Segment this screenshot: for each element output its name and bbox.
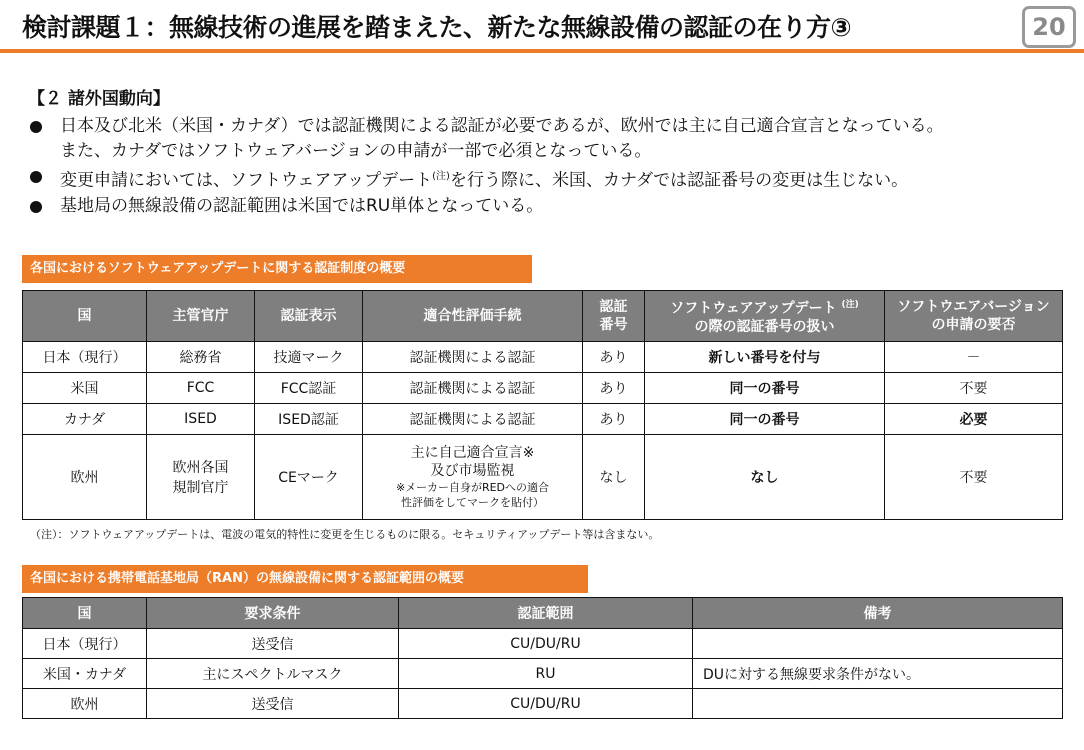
cell-eval: 認証機関による認証 [363, 373, 583, 404]
table-header-row [23, 598, 1063, 629]
bullet-text: 基地局の無線設備の認証範囲は米国ではRU単体となっている。 [60, 195, 544, 216]
header-country: 国 [23, 598, 147, 629]
bullet-text: 変更申請においては、ソフトウェアアップデート [60, 170, 433, 191]
cell-sw-update: 新しい番号を付与 [645, 342, 885, 373]
table-header-row [23, 291, 1063, 342]
cell-sw-update: 同一の番号 [645, 373, 885, 404]
cell-authority: 欧州各国 規制官庁 [147, 435, 255, 520]
cell-country: 欧州 [23, 689, 147, 719]
cell-cert-no: あり [583, 404, 645, 435]
title-underline [0, 49, 1084, 53]
bullet-list [30, 114, 1080, 219]
table-row [23, 404, 1063, 435]
table-row [23, 689, 1063, 719]
table2-caption: 各国における携帯電話基地局（RAN）の無線設備に関する認証範囲の概要 [22, 565, 588, 593]
table-row [23, 629, 1063, 659]
cell-eval: 主に自己適合宣言※ 及び市場監視 ※メーカー自身がREDへの適合 性評価をしてマークを貼付） [363, 435, 583, 520]
cell-country: カナダ [23, 404, 147, 435]
cell-scope: CU/DU/RU [399, 689, 693, 719]
cell-cert-no: あり [583, 342, 645, 373]
cell-country: 日本（現行） [23, 342, 147, 373]
table1-footnote: （注）：ソフトウェアアップデートは、電波の電気的特性に変更を生じるものに限る。セキュリティアップデート等は含まない。 [30, 528, 660, 541]
page-number-badge: 20 [1022, 6, 1076, 48]
header-sw-update: ソフトウェアアップデート $^{(注)}$ の際の認証番号の扱い [645, 291, 885, 342]
cell-authority: 総務省 [147, 342, 255, 373]
cell-sw-version: － [885, 342, 1063, 373]
header-remarks: 備考 [693, 598, 1063, 629]
bullet-item [30, 164, 1080, 194]
cell-cert-no: なし [583, 435, 645, 520]
cell-remarks [693, 629, 1063, 659]
cell-sw-version: 必要 [885, 404, 1063, 435]
bullet-text: 日本及び北米（米国・カナダ）では認証機関による認証が必要であるが、欧州では主に自己適合宣言となっている。 [60, 116, 944, 136]
software-update-certification-table [22, 290, 1063, 520]
cell-cert-no: あり [583, 373, 645, 404]
table-row [23, 373, 1063, 404]
table-row [23, 659, 1063, 689]
cell-authority: FCC [147, 373, 255, 404]
cell-remarks [693, 689, 1063, 719]
cell-eval: 認証機関による認証 [363, 404, 583, 435]
header-requirement: 要求条件 [147, 598, 399, 629]
header-eval: 適合性評価手続 [363, 291, 583, 342]
header-cert-no: 認証 番号 [583, 291, 645, 342]
ran-certification-scope-table [22, 597, 1063, 719]
cell-country: 米国・カナダ [23, 659, 147, 689]
bullet-text: また、カナダではソフトウェアバージョンの申請が一部で必須となっている。 [60, 141, 652, 161]
bullet-dot-icon [30, 201, 42, 213]
cell-eval: 認証機関による認証 [363, 342, 583, 373]
bullet-item [30, 194, 1080, 219]
bullet-text: を行う際に、米国、カナダでは認証番号の変更は生じない。 [449, 170, 909, 191]
header-country: 国 [23, 291, 147, 342]
cell-requirement: 送受信 [147, 629, 399, 659]
cell-sw-update: 同一の番号 [645, 404, 885, 435]
header-sw-version: ソフトウエアバージョン の申請の要否 [885, 291, 1063, 342]
cell-mark: FCC認証 [255, 373, 363, 404]
header-authority: 主管官庁 [147, 291, 255, 342]
cell-mark: 技適マーク [255, 342, 363, 373]
bullet-dot-icon [30, 171, 42, 183]
cell-mark: ISED認証 [255, 404, 363, 435]
cell-country: 日本（現行） [23, 629, 147, 659]
cell-scope: CU/DU/RU [399, 629, 693, 659]
cell-remarks: DUに対する無線要求条件がない。 [693, 659, 1063, 689]
cell-requirement: 送受信 [147, 689, 399, 719]
cell-authority: ISED [147, 404, 255, 435]
slide-title: 検討課題１：無線技術の進展を踏まえた、新たな無線設備の認証の在り方③ [22, 13, 852, 42]
header-mark: 認証表示 [255, 291, 363, 342]
table1-caption: 各国におけるソフトウェアアップデートに関する認証制度の概要 [22, 255, 532, 283]
cell-country: 欧州 [23, 435, 147, 520]
cell-sw-update: なし [645, 435, 885, 520]
cell-sw-version: 不要 [885, 373, 1063, 404]
header-scope: 認証範囲 [399, 598, 693, 629]
footnote-marker: (注) [432, 171, 450, 182]
bullet-item [30, 114, 1080, 164]
cell-requirement: 主にスペクトルマスク [147, 659, 399, 689]
cell-scope: RU [399, 659, 693, 689]
cell-country: 米国 [23, 373, 147, 404]
section-heading: 【２ 諸外国動向】 [28, 89, 170, 109]
bullet-dot-icon [30, 121, 42, 133]
table-row [23, 342, 1063, 373]
table-row [23, 435, 1063, 520]
cell-sw-version: 不要 [885, 435, 1063, 520]
cell-mark: CEマーク [255, 435, 363, 520]
